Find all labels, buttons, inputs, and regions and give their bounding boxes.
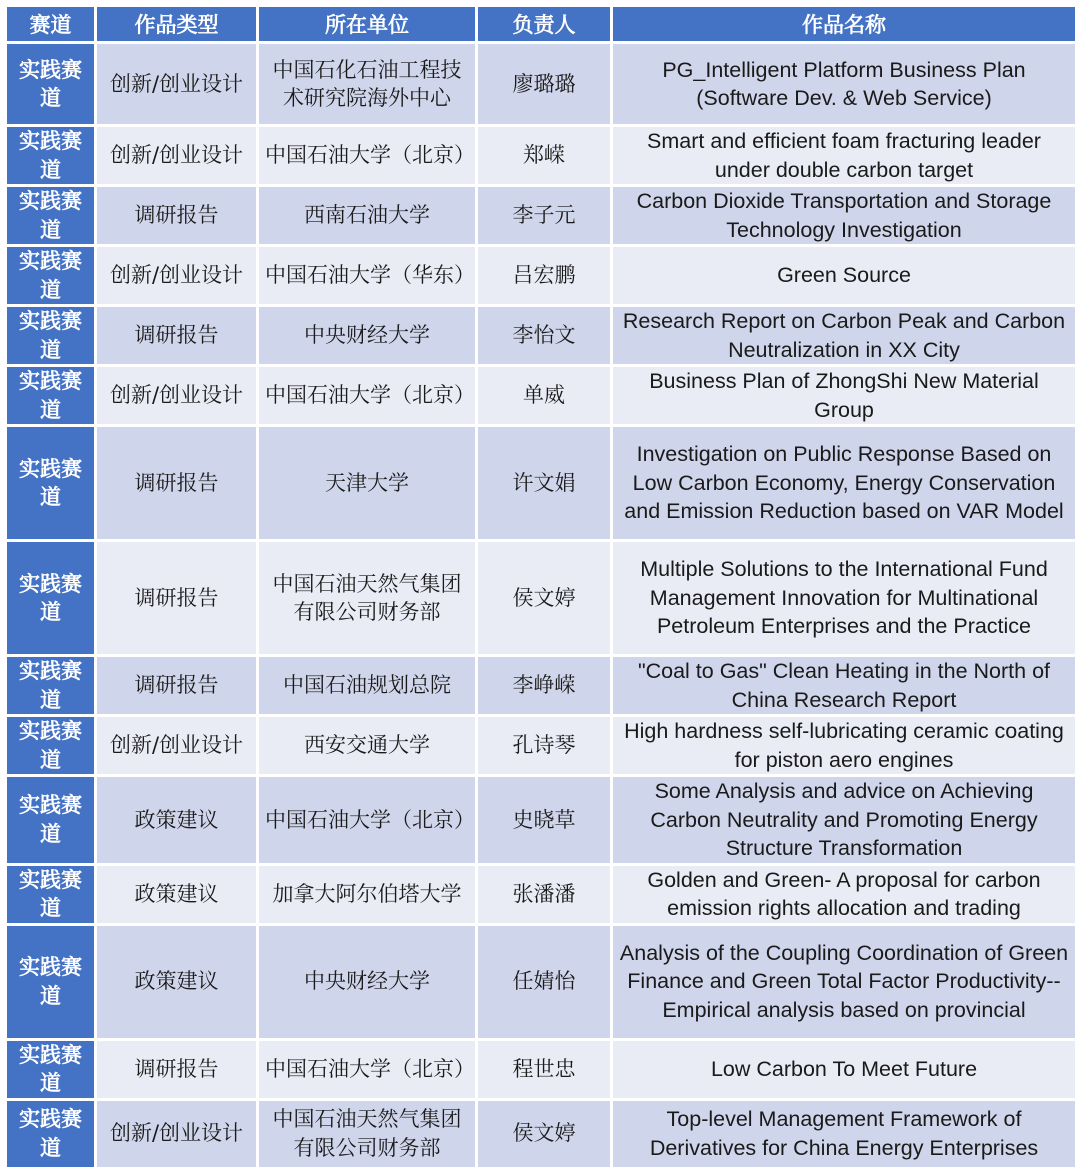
work-title-cell: High hardness self-lubricating ceramic coating for piston aero engines [613, 717, 1075, 774]
work-type-cell: 创新/创业设计 [97, 367, 256, 424]
work-title-cell: Carbon Dioxide Transportation and Storage Technology Investigation [613, 187, 1075, 244]
work-title-cell: Research Report on Carbon Peak and Carbon Neutralization in XX City [613, 307, 1075, 364]
table-row [7, 717, 1075, 774]
leader-cell: 李峥嵘 [478, 657, 610, 714]
track-cell: 实践赛道 [7, 427, 94, 539]
leader-cell: 史晓草 [478, 777, 610, 863]
header-work-title: 作品名称 [613, 7, 1075, 41]
header-leader: 负责人 [478, 7, 610, 41]
track-cell: 实践赛道 [7, 717, 94, 774]
unit-cell: 中国石油大学（华东） [259, 247, 475, 304]
track-cell: 实践赛道 [7, 926, 94, 1038]
leader-cell: 李怡文 [478, 307, 610, 364]
table-row [7, 427, 1075, 539]
unit-cell: 中国石化石油工程技术研究院海外中心 [259, 44, 475, 124]
leader-cell: 李子元 [478, 187, 610, 244]
table-row [7, 657, 1075, 714]
track-cell: 实践赛道 [7, 657, 94, 714]
leader-cell: 侯文婷 [478, 1101, 610, 1167]
track-cell: 实践赛道 [7, 247, 94, 304]
leader-cell: 张潘潘 [478, 866, 610, 923]
table-row [7, 367, 1075, 424]
work-title-cell: Business Plan of ZhongShi New Material Group [613, 367, 1075, 424]
work-title-cell: "Coal to Gas" Clean Heating in the North of China Research Report [613, 657, 1075, 714]
leader-cell: 侯文婷 [478, 542, 610, 654]
table-row [7, 307, 1075, 364]
table-row [7, 777, 1075, 863]
track-cell: 实践赛道 [7, 307, 94, 364]
leader-cell: 廖璐璐 [478, 44, 610, 124]
work-type-cell: 政策建议 [97, 866, 256, 923]
unit-cell: 中国石油天然气集团有限公司财务部 [259, 542, 475, 654]
track-cell: 实践赛道 [7, 187, 94, 244]
table-row [7, 127, 1075, 184]
leader-cell: 许文娟 [478, 427, 610, 539]
unit-cell: 中央财经大学 [259, 926, 475, 1038]
table-row [7, 1041, 1075, 1098]
work-type-cell: 创新/创业设计 [97, 127, 256, 184]
work-title-cell: Top-level Management Framework of Derivatives for China Energy Enterprises [613, 1101, 1075, 1167]
table-row [7, 247, 1075, 304]
work-title-cell: Smart and efficient foam fracturing leader under double carbon target [613, 127, 1075, 184]
work-type-cell: 创新/创业设计 [97, 1101, 256, 1167]
track-cell: 实践赛道 [7, 777, 94, 863]
work-title-cell: Green Source [613, 247, 1075, 304]
work-type-cell: 创新/创业设计 [97, 247, 256, 304]
work-title-cell: Multiple Solutions to the International Fund Management Innovation for Multinational Petroleum Enterprises and the Practice [613, 542, 1075, 654]
table-row [7, 187, 1075, 244]
unit-cell: 中国石油天然气集团有限公司财务部 [259, 1101, 475, 1167]
work-type-cell: 调研报告 [97, 187, 256, 244]
header-unit: 所在单位 [259, 7, 475, 41]
work-type-cell: 创新/创业设计 [97, 44, 256, 124]
work-title-cell: Golden and Green- A proposal for carbon emission rights allocation and trading [613, 866, 1075, 923]
work-title-cell: Investigation on Public Response Based on Low Carbon Economy, Energy Conservation and Emission Reduction based on VAR Model [613, 427, 1075, 539]
unit-cell: 天津大学 [259, 427, 475, 539]
work-type-cell: 政策建议 [97, 777, 256, 863]
table-row [7, 866, 1075, 923]
work-title-cell: PG_Intelligent Platform Business Plan (Software Dev. & Web Service) [613, 44, 1075, 124]
table-row [7, 542, 1075, 654]
track-cell: 实践赛道 [7, 542, 94, 654]
works-table [4, 4, 1078, 1170]
work-type-cell: 创新/创业设计 [97, 717, 256, 774]
leader-cell: 任婧怡 [478, 926, 610, 1038]
table-header-row [7, 7, 1075, 41]
leader-cell: 孔诗琴 [478, 717, 610, 774]
work-title-cell: Low Carbon To Meet Future [613, 1041, 1075, 1098]
work-title-cell: Some Analysis and advice on Achieving Carbon Neutrality and Promoting Energy Structure Transformation [613, 777, 1075, 863]
table-row [7, 926, 1075, 1038]
leader-cell: 吕宏鹏 [478, 247, 610, 304]
leader-cell: 郑嵘 [478, 127, 610, 184]
work-type-cell: 政策建议 [97, 926, 256, 1038]
track-cell: 实践赛道 [7, 1101, 94, 1167]
unit-cell: 中国石油大学（北京） [259, 777, 475, 863]
work-title-cell: Analysis of the Coupling Coordination of Green Finance and Green Total Factor Productivity--Empirical analysis based on provincial [613, 926, 1075, 1038]
track-cell: 实践赛道 [7, 1041, 94, 1098]
track-cell: 实践赛道 [7, 127, 94, 184]
unit-cell: 西安交通大学 [259, 717, 475, 774]
leader-cell: 程世忠 [478, 1041, 610, 1098]
header-track: 赛道 [7, 7, 94, 41]
unit-cell: 中国石油大学（北京） [259, 1041, 475, 1098]
work-type-cell: 调研报告 [97, 427, 256, 539]
unit-cell: 中国石油大学（北京） [259, 367, 475, 424]
unit-cell: 加拿大阿尔伯塔大学 [259, 866, 475, 923]
unit-cell: 中国石油规划总院 [259, 657, 475, 714]
work-type-cell: 调研报告 [97, 307, 256, 364]
leader-cell: 单威 [478, 367, 610, 424]
unit-cell: 中央财经大学 [259, 307, 475, 364]
work-type-cell: 调研报告 [97, 542, 256, 654]
unit-cell: 中国石油大学（北京） [259, 127, 475, 184]
unit-cell: 西南石油大学 [259, 187, 475, 244]
track-cell: 实践赛道 [7, 44, 94, 124]
track-cell: 实践赛道 [7, 866, 94, 923]
work-type-cell: 调研报告 [97, 1041, 256, 1098]
works-table-container [4, 4, 1072, 1170]
track-cell: 实践赛道 [7, 367, 94, 424]
work-type-cell: 调研报告 [97, 657, 256, 714]
table-row [7, 44, 1075, 124]
header-work-type: 作品类型 [97, 7, 256, 41]
